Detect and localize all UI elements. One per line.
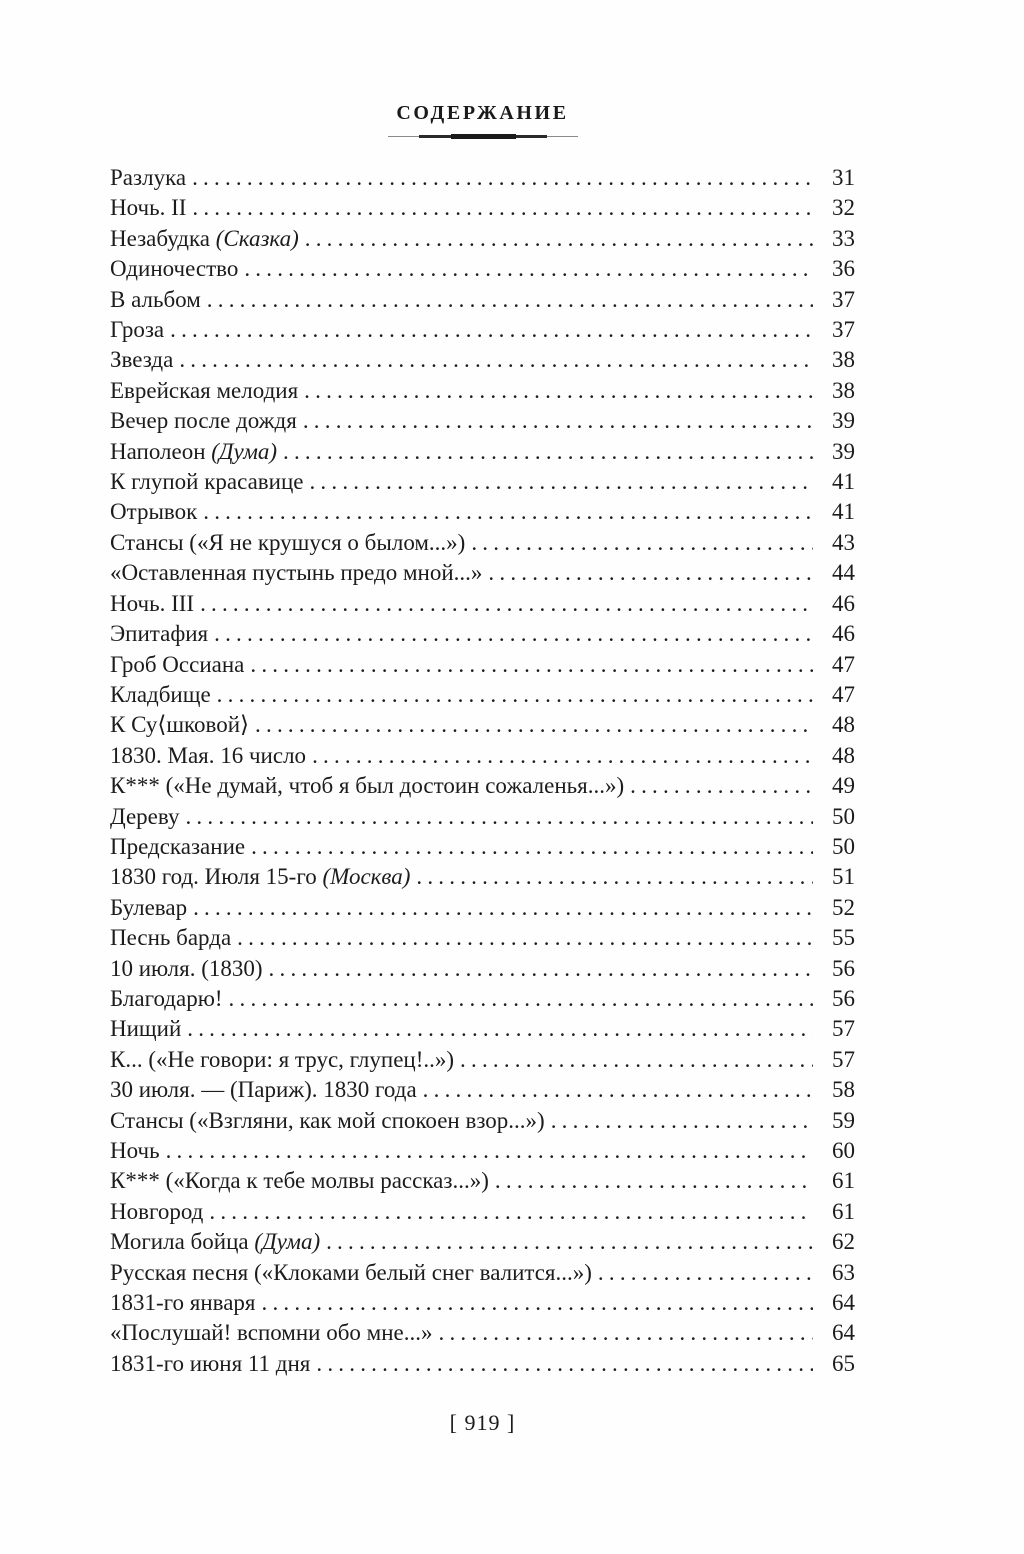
toc-entry (110, 743, 855, 773)
toc-entry-page: 64 (832, 1320, 855, 1346)
toc-entry-page: 65 (832, 1350, 855, 1376)
toc-entry (110, 986, 855, 1016)
toc-entry-title: 1830 год. Июля 15-го (Москва) (110, 864, 411, 890)
dot-leader (297, 408, 813, 434)
toc-entry-page: 39 (832, 408, 855, 434)
toc-entry (110, 925, 855, 955)
toc-entry-title: К глупой красавице (110, 469, 304, 495)
toc-entry-page: 32 (832, 195, 855, 221)
toc-entry-title: К Су⟨шковой⟩ (110, 712, 250, 738)
toc-entry-page: 60 (832, 1138, 855, 1163)
decorative-rule (388, 133, 578, 140)
toc-entry (110, 560, 855, 590)
dot-leader (465, 530, 813, 556)
dot-leader (410, 864, 813, 890)
toc-entry (110, 317, 855, 347)
toc-entry-page: 61 (832, 1168, 855, 1194)
toc-entry-page: 49 (832, 773, 855, 799)
toc-entry-page: 31 (832, 165, 855, 190)
page-header (110, 102, 855, 140)
dot-leader (320, 1229, 813, 1255)
dot-leader (201, 287, 813, 313)
toc-entry-page: 56 (832, 985, 855, 1011)
toc-entry (110, 439, 855, 469)
toc-entry-page: 58 (832, 1077, 855, 1103)
toc-entry-page: 59 (832, 1107, 855, 1133)
toc-entry-page: 57 (832, 1046, 855, 1072)
dot-leader (186, 195, 813, 221)
dot-leader (197, 499, 813, 525)
toc-entry-title: Предсказание (110, 833, 246, 859)
toc-entry-page: 33 (832, 225, 855, 251)
toc-entry-title: Ночь (110, 1138, 160, 1163)
toc-entry-title: Гроза (110, 317, 165, 343)
toc-entry (110, 956, 855, 986)
toc-entry (110, 1290, 855, 1320)
dot-leader (238, 256, 813, 282)
toc-entry-title: Вечер после дождя (110, 408, 297, 434)
toc-entry-page: 57 (832, 1016, 855, 1042)
content-block (110, 0, 855, 1436)
toc-entry (110, 195, 855, 225)
dot-leader (179, 804, 813, 830)
dot-leader (186, 165, 813, 191)
toc-entry (110, 287, 855, 317)
toc-entry-title: Звезда (110, 347, 174, 373)
page-title: СОДЕРЖАНИЕ (396, 102, 569, 124)
toc-entry (110, 652, 855, 682)
dot-leader (245, 834, 813, 860)
dot-leader (173, 347, 813, 373)
toc-entry-page: 47 (832, 651, 855, 677)
dot-leader (277, 439, 813, 465)
dot-leader (433, 1320, 813, 1346)
rule-thick-line (451, 134, 516, 139)
toc-entry (110, 834, 855, 864)
toc-entry-page: 47 (832, 681, 855, 707)
dot-leader (298, 378, 813, 404)
toc-entry-page: 64 (832, 1290, 855, 1316)
toc-entry-page: 50 (832, 833, 855, 859)
toc-entry-title: В альбом (110, 286, 201, 312)
toc-entry-title: Нищий (110, 1016, 182, 1042)
toc-entry-page: 44 (832, 560, 855, 586)
toc-entry-page: 37 (832, 317, 855, 343)
dot-leader (545, 1108, 813, 1134)
toc-entry-page: 63 (832, 1259, 855, 1285)
dot-leader (231, 925, 813, 951)
toc-entry-page: 48 (832, 712, 855, 738)
toc-entry (110, 864, 855, 894)
toc-entry-page: 62 (832, 1229, 855, 1255)
dot-leader (454, 1047, 813, 1073)
dot-leader (203, 1199, 813, 1225)
toc-entry (110, 895, 855, 925)
toc-entry-page: 51 (832, 864, 855, 890)
toc-entry-title: Булевар (110, 894, 188, 920)
toc-entry-title: Дереву (110, 803, 180, 829)
dot-leader (624, 773, 813, 799)
toc-entry (110, 1108, 855, 1138)
toc-entry (110, 530, 855, 560)
toc-entry-title: 1831-го января (110, 1290, 256, 1316)
dot-leader (310, 1351, 813, 1377)
toc-entry-title: Ночь. II (110, 195, 187, 221)
toc-entry-title: Ночь. III (110, 590, 195, 616)
toc-entry (110, 682, 855, 712)
dot-leader (244, 652, 813, 678)
toc-entry-title: Кладбище (110, 681, 211, 707)
dot-leader (249, 712, 813, 738)
dot-leader (194, 591, 813, 617)
dot-leader (164, 317, 813, 343)
toc-entry (110, 712, 855, 742)
toc-entry-title: Разлука (110, 165, 187, 190)
toc-entry-page: 61 (832, 1198, 855, 1224)
toc-entry (110, 256, 855, 286)
toc-entry-title: «Оставленная пустынь предо мной...» (110, 560, 483, 586)
toc-entry (110, 165, 855, 195)
toc-entry-page: 41 (832, 499, 855, 525)
toc-entry-title: 1830. Мая. 16 число (110, 742, 307, 768)
toc-entry (110, 347, 855, 377)
toc-entry-title: Наполеон (Дума) (110, 438, 278, 464)
toc-entry-page: 38 (832, 377, 855, 403)
dot-leader (256, 1290, 813, 1316)
toc-entry-title: Благодарю! (110, 985, 223, 1011)
toc-entry (110, 1199, 855, 1229)
dot-leader (303, 469, 813, 495)
toc-entry (110, 1138, 855, 1168)
toc-entry-page: 55 (832, 925, 855, 951)
toc-entry-page: 52 (832, 894, 855, 920)
toc-entry (110, 773, 855, 803)
toc-entry (110, 499, 855, 529)
toc-entry-page: 37 (832, 286, 855, 312)
toc-entry (110, 226, 855, 256)
dot-leader (299, 226, 813, 252)
toc-entry-title: Русская песня («Клоками белый снег валится...») (110, 1259, 592, 1285)
toc-entry-title: Песнь барда (110, 925, 232, 951)
toc-entry-title: Отрывок (110, 499, 198, 525)
toc-entry-title: Одиночество (110, 256, 239, 282)
toc-entry-page: 43 (832, 529, 855, 555)
toc-entry-page: 56 (832, 955, 855, 981)
toc-entry-title: К... («Не говори: я трус, глупец!..») (110, 1046, 455, 1072)
toc-entry (110, 804, 855, 834)
toc-list (110, 165, 855, 1381)
dot-leader (482, 560, 813, 586)
toc-entry-title: Незабудка (Сказка) (110, 225, 299, 251)
dot-leader (306, 743, 813, 769)
dot-leader (592, 1260, 813, 1286)
toc-entry-title: К*** («Не думай, чтоб я был достоин сожаленья...») (110, 773, 625, 799)
toc-entry-title: 10 июля. (1830) (110, 955, 263, 981)
toc-entry-title: 30 июля. — (Париж). 1830 года (110, 1077, 417, 1103)
toc-entry (110, 1320, 855, 1350)
dot-leader (160, 1138, 813, 1164)
toc-entry (110, 408, 855, 438)
toc-entry-title: «Послушай! вспомни обо мне...» (110, 1320, 433, 1346)
toc-entry (110, 378, 855, 408)
toc-entry-title: Стансы («Взгляни, как мой спокоен взор...») (110, 1107, 545, 1133)
toc-entry-page: 46 (832, 621, 855, 647)
dot-leader (187, 895, 813, 921)
dot-leader (263, 956, 813, 982)
dot-leader (489, 1168, 813, 1194)
toc-entry (110, 1351, 855, 1381)
toc-entry (110, 1260, 855, 1290)
toc-entry-title: Могила бойца (Дума) (110, 1229, 321, 1255)
toc-entry-page: 36 (832, 256, 855, 282)
toc-entry-title: Стансы («Я не крушуся о былом...») (110, 529, 466, 555)
toc-entry-page: 48 (832, 742, 855, 768)
toc-entry-title: Новгород (110, 1198, 204, 1224)
toc-entry-page: 46 (832, 590, 855, 616)
toc-entry (110, 1168, 855, 1198)
toc-entry-page: 39 (832, 438, 855, 464)
dot-leader (417, 1077, 813, 1103)
toc-entry (110, 469, 855, 499)
dot-leader (211, 682, 813, 708)
toc-entry-title: Гроб Оссиана (110, 651, 245, 677)
dot-leader (181, 1016, 813, 1042)
toc-entry-title: Еврейская мелодия (110, 377, 299, 403)
footer-page-number: [ 919 ] (449, 1410, 516, 1436)
toc-entry-title: 1831-го июня 11 дня (110, 1350, 311, 1376)
toc-entry-title: К*** («Когда к тебе молвы рассказ...») (110, 1168, 489, 1194)
toc-entry (110, 1229, 855, 1259)
toc-entry-title: Эпитафия (110, 621, 209, 647)
toc-entry-page: 50 (832, 803, 855, 829)
toc-entry (110, 1047, 855, 1077)
toc-entry (110, 1077, 855, 1107)
toc-entry-page: 41 (832, 469, 855, 495)
toc-entry (110, 1016, 855, 1046)
toc-entry (110, 621, 855, 651)
toc-entry (110, 591, 855, 621)
dot-leader (223, 986, 813, 1012)
dot-leader (208, 621, 813, 647)
toc-entry-page: 38 (832, 347, 855, 373)
